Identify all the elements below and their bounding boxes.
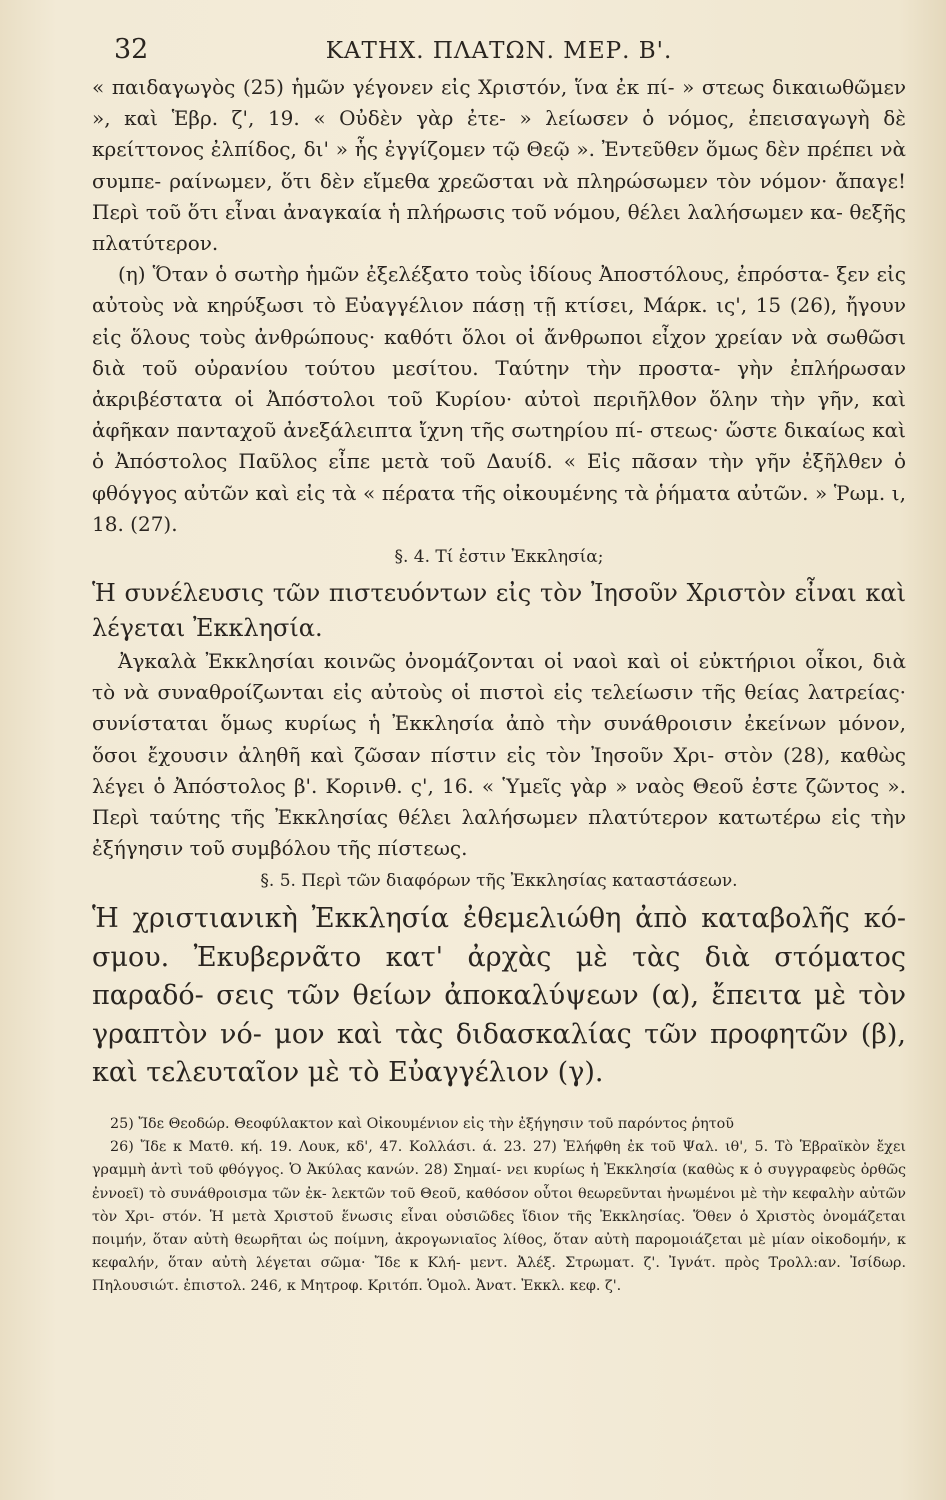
footnotes <box>92 1113 906 1299</box>
running-title: ΚΑΤΗΧ. ΠΛΑΤΩΝ. ΜΕΡ. Β'. <box>325 38 673 64</box>
section-4-heading: §. 4. Τί ἐστιν Ἐκκλησία; <box>394 547 604 568</box>
section-5-lead: Ἡ χριστιανικὴ Ἐκκλησία ἐθεμελιώθη ἀπὸ καταβολῆς κό- σμου. Ἐκυβερνᾶτο κατ' ἀρχὰς μὲ τὰς διὰ στόματος παραδό- σεις τῶν θείων ἀποκαλύψεων (α), ἔπειτα μὲ τὸν γραπτὸν νό- μον καὶ τὰς διδασκαλίας τῶν προφητῶν (β), καὶ τελευταῖον μὲ τὸ Εὐαγγέλιον (γ). <box>92 903 906 1089</box>
page-number: 32 <box>114 34 149 65</box>
footnote-25: 25) Ἴδε Θεοδώρ. Θεοφύλακτον καὶ Οἰκουμένιον εἰς τὴν ἐξήγησιν τοῦ παρόντος ῥητοῦ <box>110 1115 734 1132</box>
section-4-body <box>92 646 906 864</box>
section-4-paragraph: Ἀγκαλὰ Ἐκκλησίαι κοινῶς ὀνομάζονται οἱ ναοὶ καὶ οἱ εὐκτήριοι οἶκοι, διὰ τὸ νὰ συναθροίζωνται εἰς αὐτοὺς οἱ πιστοὶ εἰς τελείωσιν τῆς θείας λατρείας· συνίσταται ὅμως κυρίως ἡ Ἐκκλησία ἀπὸ τὴν συνάθροισιν ἐκείνων μόνον, ὅσοι ἔχουσιν ἀληθῆ καὶ ζῶσαν πίστιν εἰς τὸν Ἰησοῦν Χρι- στὸν (28), καθὼς λέγει ὁ Ἀπόστολος β'. Κορινθ. ς', 16. « Ὑμεῖς γὰρ » ναὸς Θεοῦ ἐστε ζῶντος ». Περὶ ταύτης τῆς Ἐκκλησίας θέλει λαλήσωμεν πλατύτερον κατωτέρω εἰς τὴν ἐξήγησιν τοῦ συμβόλου τῆς πίστεως. <box>92 649 906 861</box>
paragraph-quote-continuation: « παιδαγωγὸς (25) ἡμῶν γέγονεν εἰς Χριστόν, ἵνα ἐκ πί- » στεως δικαιωθῶμεν », καὶ Ἑβρ. ζ', 19. « Οὐδὲν γὰρ ἐτε- » λείωσεν ὁ νόμος, ἐπεισαγωγὴ δὲ κρείττονος ἐλπίδος, δι' » ἧς ἐγγίζομεν τῷ Θεῷ ». Ἐντεῦθεν ὅμως δὲν πρέπει νὰ συμπε- ραίνωμεν, ὅτι δὲν εἴμεθα χρεῶσται νὰ πληρώσωμεν τὸν νόμον· ἄπαγε! Περὶ τοῦ ὅτι εἶναι ἀναγκαία ἡ πλήρωσις τοῦ νόμου, θέλει λαλήσωμεν κα- θεξῆς πλατύτερον. <box>92 75 906 256</box>
section-5-heading: §. 5. Περὶ τῶν διαφόρων τῆς Ἐκκλησίας καταστάσεων. <box>260 871 738 892</box>
section-4-lead: Ἡ συνέλευσις τῶν πιστευόντων εἰς τὸν Ἰησοῦν Χριστὸν εἶναι καὶ λέγεται Ἐκκλησία. <box>92 579 906 643</box>
page-header <box>92 24 906 72</box>
footnote-26-27-28: 26) Ἴδε κ Ματθ. κή. 19. Λουκ, κδ', 47. Κολλάσι. ά. 23. 27) Ἐλήφθη ἐκ τοῦ Ψαλ. ιθ', 5. Τὸ Ἑβραϊκὸν ἔχει γραμμὴ ἀντὶ τοῦ φθόγγος. Ὁ Ἀκύλας κανών. 28) Σημαί- νει κυρίως ἡ Ἐκκλησία (καθὼς κ ὁ συγγραφεὺς ὀρθῶς ἐννοεῖ) τὸ συνάθροισμα τῶν ἐκ- λεκτῶν τοῦ Θεοῦ, καθόσον οὗτοι θεωρεῦνται ἠνωμένοι μὲ τὴν κεφαλὴν αὐτῶν τὸν Χρι- στόν. Ἡ μετὰ Χριστοῦ ἕνωσις εἶναι οὐσιῶδες ἴδιον τῆς Ἐκκλησίας. Ὅθεν ὁ Χριστὸς ὀνομάζεται ποιμήν, ὅταν αὐτὴ θεωρῆται ὡς ποίμνη, ἀκρογωνιαῖος λίθος, ὅταν αὐτὴ παρομοιάζεται μὲ μίαν οἰκοδομήν, κ κεφαλήν, ὅταν αὐτὴ λέγεται σῶμα· Ἴδε κ Κλή- μεντ. Ἀλέξ. Στρωματ. ζ'. Ἰγνάτ. πρὸς Τρολλ:αν. Ἰσίδωρ. Πηλουσιώτ. ἐπιστολ. 246, κ Μητροφ. Κριτόπ. Ὁμολ. Ἀνατ. Ἐκκλ. κεφ. ζ'. <box>92 1139 906 1295</box>
main-text <box>92 72 906 540</box>
paragraph-eta: (η) Ὅταν ὁ σωτὴρ ἡμῶν ἐξελέξατο τοὺς ἰδίους Ἀποστόλους, ἐπρόστα- ξεν εἰς αὐτοὺς νὰ κηρύξωσι τὸ Εὐαγγέλιον πάσῃ τῇ κτίσει, Μάρκ. ις', 15 (26), ἤγουν εἰς ὅλους τοὺς ἀνθρώπους· καθότι ὅλοι οἱ ἄνθρωποι εἶχον χρείαν νὰ σωθῶσι διὰ τοῦ οὐρανίου τούτου μεσίτου. Ταύτην τὴν προστα- γὴν ἐπλήρωσαν ἀκριβέστατα οἱ Ἀπόστολοι τοῦ Κυρίου· αὐτοὶ περιῆλθον ὅλην τὴν γῆν, καὶ ἀφῆκαν πανταχοῦ ἀνεξάλειπτα ἴχνη τῆς σωτηρίου πί- στεως· ὥστε δικαίως καὶ ὁ Ἀπόστολος Παῦλος εἶπε μετὰ τοῦ Δαυίδ. « Εἰς πᾶσαν τὴν γῆν ἐξῆλθεν ὁ φθόγγος αὐτῶν καὶ εἰς τὰ « πέρατα τῆς οἰκουμένης τὰ ῥήματα αὐτῶν. » Ῥωμ. ι, 18. (27). <box>92 262 906 536</box>
